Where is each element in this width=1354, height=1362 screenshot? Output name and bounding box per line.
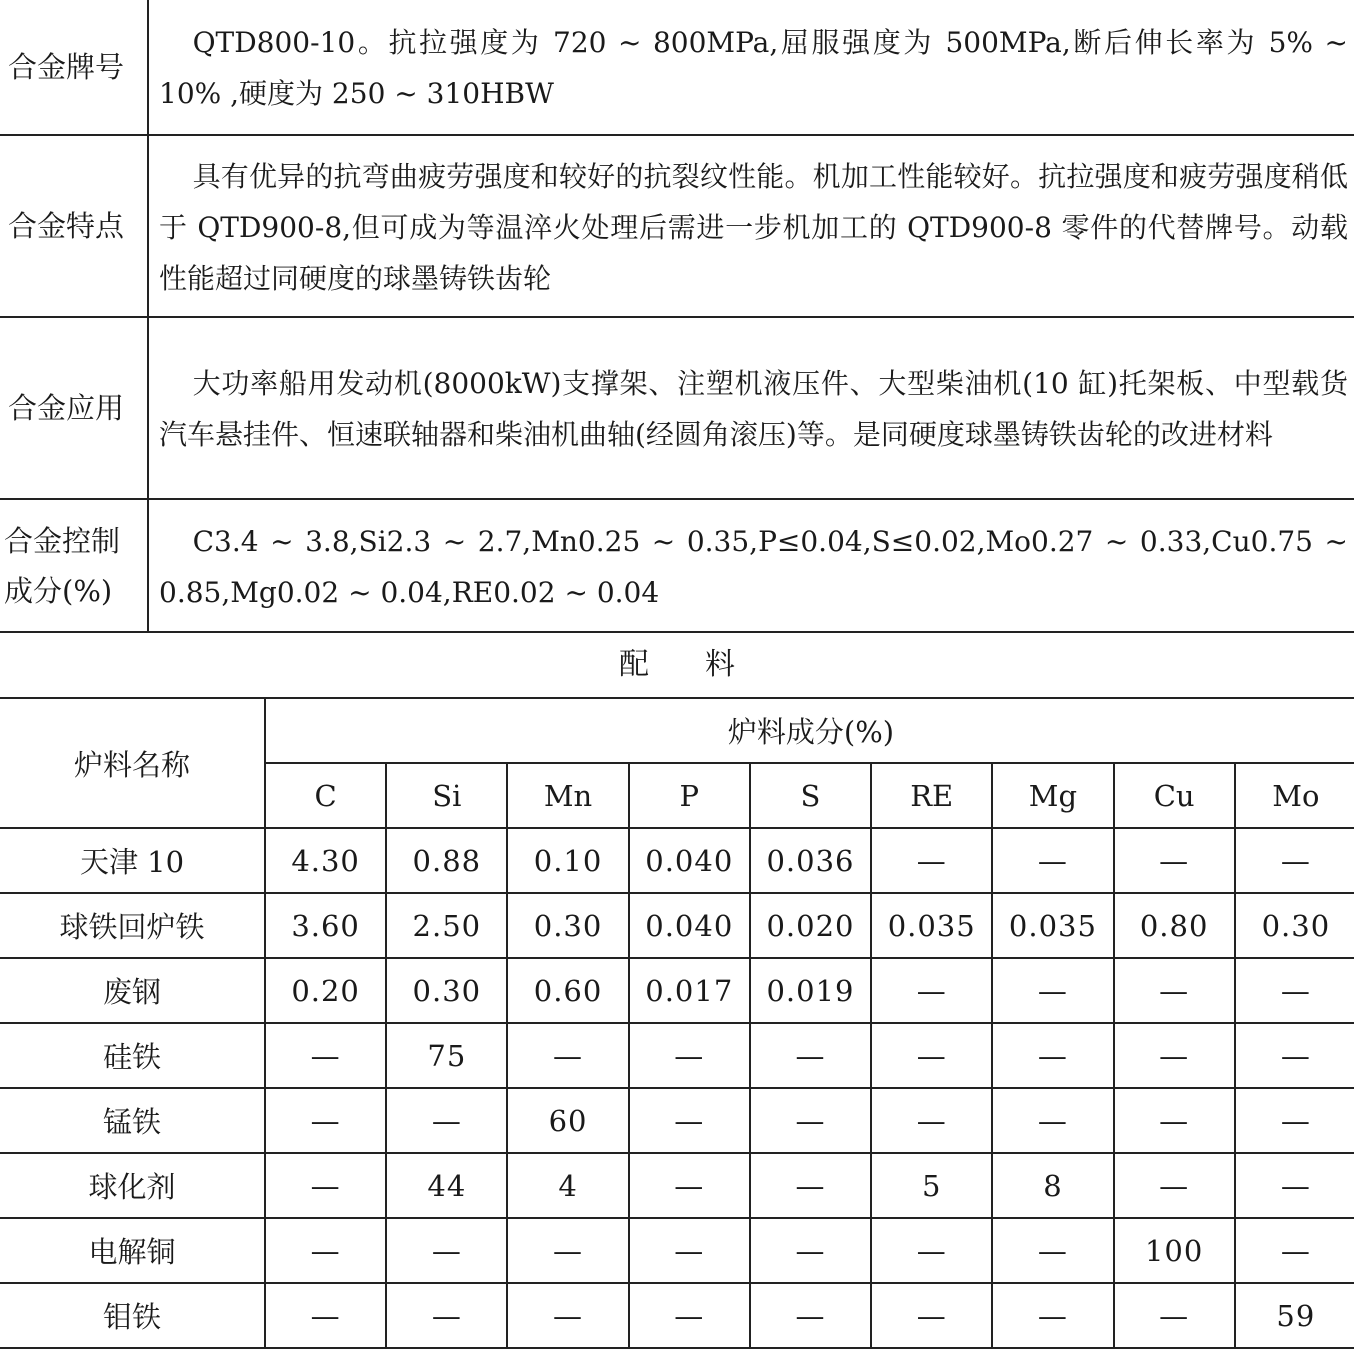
value-cell-c: — bbox=[265, 1088, 386, 1153]
value-cell-mg: — bbox=[992, 828, 1113, 893]
value-cell-s: 0.036 bbox=[750, 828, 871, 893]
material-name: 钼铁 bbox=[0, 1283, 265, 1348]
value-cell-mo: — bbox=[1235, 1023, 1354, 1088]
application-label: 合金应用 bbox=[0, 317, 148, 499]
value-cell-p: — bbox=[629, 1088, 750, 1153]
value-cell-p: — bbox=[629, 1153, 750, 1218]
value-cell-si: 0.30 bbox=[386, 958, 507, 1023]
value-cell-mo: — bbox=[1235, 1218, 1354, 1283]
value-cell-si: — bbox=[386, 1218, 507, 1283]
composition-text: C3.4 ~ 3.8,Si2.3 ~ 2.7,Mn0.25 ~ 0.35,P≤0.04,S≤0.02,Mo0.27 ~ 0.33,Cu0.75 ~ 0.85,Mg0.02 ~ 0.04,RE0.02 ~ 0.04 bbox=[148, 499, 1354, 632]
value-cell-cu: — bbox=[1114, 1023, 1235, 1088]
value-cell-mn: — bbox=[507, 1283, 628, 1348]
table-row bbox=[0, 1218, 1354, 1283]
value-cell-mg: — bbox=[992, 1023, 1113, 1088]
value-cell-mo: 59 bbox=[1235, 1283, 1354, 1348]
grade-row bbox=[0, 0, 1354, 135]
column-header-cu: Cu bbox=[1114, 763, 1235, 828]
table-row bbox=[0, 1088, 1354, 1153]
value-cell-c: 3.60 bbox=[265, 893, 386, 958]
value-cell-re: — bbox=[871, 1023, 992, 1088]
value-cell-p: 0.040 bbox=[629, 893, 750, 958]
value-cell-s: 0.019 bbox=[750, 958, 871, 1023]
material-name: 球化剂 bbox=[0, 1153, 265, 1218]
value-cell-cu: — bbox=[1114, 1153, 1235, 1218]
section-title: 配料 bbox=[619, 647, 791, 682]
value-cell-c: 0.20 bbox=[265, 958, 386, 1023]
value-cell-mn: 0.60 bbox=[507, 958, 628, 1023]
name-header: 炉料名称 bbox=[0, 698, 265, 828]
value-cell-c: — bbox=[265, 1283, 386, 1348]
value-cell-mo: — bbox=[1235, 828, 1354, 893]
composition-label bbox=[0, 499, 148, 632]
composition-label-line-2: 成分(%) bbox=[4, 573, 113, 608]
value-cell-p: — bbox=[629, 1023, 750, 1088]
value-cell-mo: — bbox=[1235, 1153, 1354, 1218]
composition-label-line-1: 合金控制 bbox=[4, 523, 121, 558]
value-cell-cu: — bbox=[1114, 1283, 1235, 1348]
table-row bbox=[0, 828, 1354, 893]
column-header-mn: Mn bbox=[507, 763, 628, 828]
material-name: 锰铁 bbox=[0, 1088, 265, 1153]
column-header-p: P bbox=[629, 763, 750, 828]
value-cell-cu: 0.80 bbox=[1114, 893, 1235, 958]
value-cell-mn: 0.30 bbox=[507, 893, 628, 958]
table-row bbox=[0, 893, 1354, 958]
features-row bbox=[0, 135, 1354, 317]
value-cell-re: — bbox=[871, 1283, 992, 1348]
value-cell-si: 44 bbox=[386, 1153, 507, 1218]
value-cell-p: — bbox=[629, 1283, 750, 1348]
column-header-c: C bbox=[265, 763, 386, 828]
value-cell-re: 5 bbox=[871, 1153, 992, 1218]
material-name: 电解铜 bbox=[0, 1218, 265, 1283]
value-cell-s: — bbox=[750, 1218, 871, 1283]
value-cell-mn: — bbox=[507, 1023, 628, 1088]
value-cell-si: — bbox=[386, 1283, 507, 1348]
features-label: 合金特点 bbox=[0, 135, 148, 317]
value-cell-mg: 8 bbox=[992, 1153, 1113, 1218]
value-cell-mo: 0.30 bbox=[1235, 893, 1354, 958]
value-cell-mo: — bbox=[1235, 958, 1354, 1023]
value-cell-si: 2.50 bbox=[386, 893, 507, 958]
value-cell-mg: — bbox=[992, 1088, 1113, 1153]
alloy-info-table bbox=[0, 0, 1354, 633]
value-cell-p: 0.017 bbox=[629, 958, 750, 1023]
value-cell-re: 0.035 bbox=[871, 893, 992, 958]
value-cell-re: — bbox=[871, 828, 992, 893]
value-cell-c: — bbox=[265, 1218, 386, 1283]
value-cell-re: — bbox=[871, 958, 992, 1023]
column-header-mo: Mo bbox=[1235, 763, 1354, 828]
grade-text: QTD800-10。抗拉强度为 720 ~ 800MPa,屈服强度为 500MPa,断后伸长率为 5% ~ 10% ,硬度为 250 ~ 310HBW bbox=[148, 0, 1354, 135]
material-name: 天津 10 bbox=[0, 828, 265, 893]
value-cell-cu: 100 bbox=[1114, 1218, 1235, 1283]
application-text: 大功率船用发动机(8000kW)支撑架、注塑机液压件、大型柴油机(10 缸)托架板、中型载货汽车悬挂件、恒速联轴器和柴油机曲轴(经圆角滚压)等。是同硬度球墨铸铁齿轮的改进材料 bbox=[148, 317, 1354, 499]
table-row bbox=[0, 1023, 1354, 1088]
value-cell-s: 0.020 bbox=[750, 893, 871, 958]
application-row bbox=[0, 317, 1354, 499]
value-cell-cu: — bbox=[1114, 828, 1235, 893]
value-cell-c: — bbox=[265, 1023, 386, 1088]
value-cell-si: — bbox=[386, 1088, 507, 1153]
value-cell-s: — bbox=[750, 1023, 871, 1088]
grade-label: 合金牌号 bbox=[0, 0, 148, 135]
value-cell-s: — bbox=[750, 1283, 871, 1348]
charge-materials-table bbox=[0, 697, 1354, 1349]
column-header-si: Si bbox=[386, 763, 507, 828]
value-cell-p: — bbox=[629, 1218, 750, 1283]
value-cell-c: 4.30 bbox=[265, 828, 386, 893]
value-cell-si: 0.88 bbox=[386, 828, 507, 893]
value-cell-p: 0.040 bbox=[629, 828, 750, 893]
value-cell-mg: 0.035 bbox=[992, 893, 1113, 958]
table-row bbox=[0, 1153, 1354, 1218]
column-header-mg: Mg bbox=[992, 763, 1113, 828]
value-cell-mn: — bbox=[507, 1218, 628, 1283]
value-cell-cu: — bbox=[1114, 958, 1235, 1023]
value-cell-re: — bbox=[871, 1218, 992, 1283]
value-cell-cu: — bbox=[1114, 1088, 1235, 1153]
value-cell-mo: — bbox=[1235, 1088, 1354, 1153]
value-cell-s: — bbox=[750, 1153, 871, 1218]
header-row-group bbox=[0, 698, 1354, 763]
column-header-re: RE bbox=[871, 763, 992, 828]
value-cell-c: — bbox=[265, 1153, 386, 1218]
value-cell-mn: 4 bbox=[507, 1153, 628, 1218]
value-cell-s: — bbox=[750, 1088, 871, 1153]
features-text: 具有优异的抗弯曲疲劳强度和较好的抗裂纹性能。机加工性能较好。抗拉强度和疲劳强度稍低于 QTD900-8,但可成为等温淬火处理后需进一步机加工的 QTD900-8 零件的代替牌号。动载性能超过同硬度的球墨铸铁齿轮 bbox=[148, 135, 1354, 317]
composition-row bbox=[0, 499, 1354, 632]
value-cell-si: 75 bbox=[386, 1023, 507, 1088]
material-name: 废钢 bbox=[0, 958, 265, 1023]
value-cell-mg: — bbox=[992, 958, 1113, 1023]
table-row bbox=[0, 958, 1354, 1023]
material-name: 球铁回炉铁 bbox=[0, 893, 265, 958]
group-header: 炉料成分(%) bbox=[265, 698, 1354, 763]
column-header-s: S bbox=[750, 763, 871, 828]
value-cell-mn: 60 bbox=[507, 1088, 628, 1153]
value-cell-mg: — bbox=[992, 1283, 1113, 1348]
value-cell-mn: 0.10 bbox=[507, 828, 628, 893]
value-cell-re: — bbox=[871, 1088, 992, 1153]
table-row bbox=[0, 1283, 1354, 1348]
material-name: 硅铁 bbox=[0, 1023, 265, 1088]
value-cell-mg: — bbox=[992, 1218, 1113, 1283]
